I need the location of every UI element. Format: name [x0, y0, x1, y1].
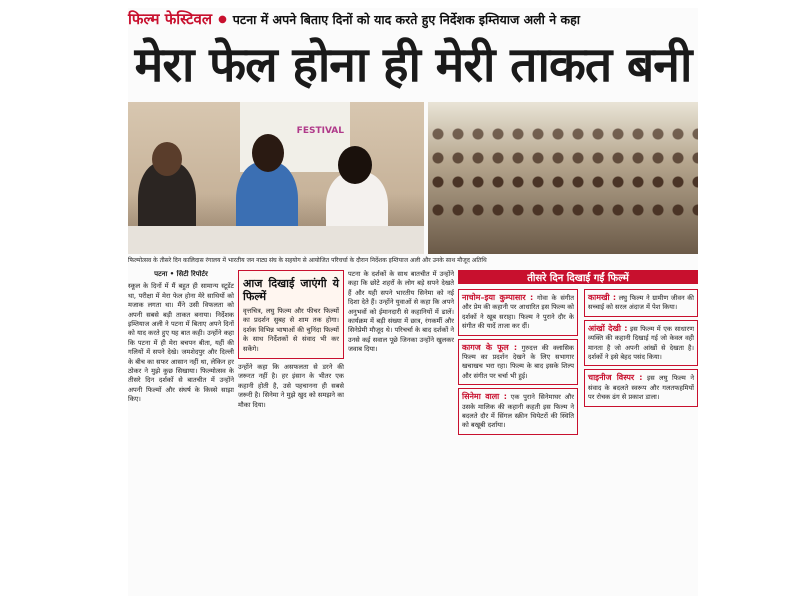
- crowd-row: [428, 174, 698, 198]
- films-band-title: तीसरे दिन दिखाई गईं फिल्में: [458, 270, 698, 284]
- film-entry: [584, 320, 698, 367]
- info-box: [238, 270, 344, 359]
- article-text: उन्होंने कहा कि असफलता से डरने की जरूरत नहीं है। हर इंसान के भीतर एक कहानी होती है, उसे पहचानना ही सबसे जरूरी है। सिनेमा ने मुझे खुद को समझने का मौका दिया।: [238, 363, 344, 409]
- box-title: आज दिखाई जाएंगी ये फिल्में: [243, 277, 339, 303]
- film-title: सिनेमा वाला :: [462, 392, 507, 402]
- table: [128, 226, 424, 254]
- person-head: [252, 134, 284, 172]
- film-entry: [458, 339, 578, 386]
- film-entry: [584, 369, 698, 406]
- headline: मेरा फेल होना ही मेरी ताकत बनी: [134, 36, 692, 93]
- newspaper-page: [128, 8, 698, 596]
- film-text: गोवा के संगीत और प्रेम की कहानी पर आधारित इस फिल्म को दर्शकों ने खूब सराहा। फिल्म ने पुराने दौर के संगीत की यादें ताजा कर दीं।: [462, 294, 574, 331]
- film-text: इस फिल्म में एक साधारण व्यक्ति की कहानी दिखाई गई जो केवल वही मानता है जो अपनी आंखों से देखता है। दर्शकों ने इसे बेहद पसंद किया।: [588, 324, 694, 362]
- crowd-row: [428, 150, 698, 174]
- film-text: एक पुराने सिनेमाघर और उसके मालिक की कहानी कहती इस फिल्म ने बदलते दौर में सिंगल स्क्रीन थियेटरों की स्थिति को बखूबी दर्शाया।: [462, 393, 574, 430]
- article-column-1: [128, 270, 234, 592]
- crowd-row: [428, 126, 698, 150]
- article-column-3: [348, 270, 454, 592]
- box-text: वृत्तचित्र, लघु फिल्म और फीचर फिल्मों का प्रदर्शन सुबह से शाम तक होगा। दर्शक विभिन्न भाषाओं की चुनिंदा फिल्मों के साथ निर्देशकों से संवाद भी कर सकेंगे।: [243, 307, 339, 353]
- photo-panel-discussion: [128, 102, 424, 254]
- person-head: [152, 142, 182, 176]
- kicker-line: [128, 8, 698, 30]
- films-column-2: [584, 286, 698, 592]
- film-title: कागज के फूल :: [462, 342, 518, 352]
- film-title: चाइनीज विस्पर :: [588, 373, 643, 383]
- film-title: कामखी :: [588, 293, 617, 302]
- photo-caption: फिल्मोत्सव के तीसरे दिन कालिदास रंगालय में भारतीय जन नाट्य संघ के सहयोग से आयोजित परिचर्चा के दौरान निर्देशक इम्तियाज अली और उनके साथ मौजूद अतिथि: [128, 257, 487, 264]
- article-text: पटना के दर्शकों के साथ बातचीत में उन्होंने कहा कि छोटे शहरों के लोग बड़े सपने देखते हैं और यही सपने भारतीय सिनेमा को नई दिशा देते हैं। उन्होंने युवाओं से कहा कि अपने अनुभवों को ईमानदारी से कहानियों में ढालें। कार्यक्रम में बड़ी संख्या में छात्र, रंगकर्मी और सिनेप्रेमी मौजूद थे। परिचर्चा के बाद दर्शकों ने उनसे कई सवाल पूछे जिनका उन्होंने खुलकर जवाब दिया।: [348, 270, 454, 354]
- crowd-row: [428, 202, 698, 226]
- film-entry: [458, 289, 578, 336]
- section-label: फिल्म फेस्टिवल: [128, 10, 213, 28]
- film-title: आंखों देखी :: [588, 323, 628, 333]
- article-text: स्कूल के दिनों में मैं बहुत ही सामान्य स्टूडेंट था, परीक्षा में मेरा फेल होना मेरे साथियों को मजाक लगता था। मैंने उसी विफलता को अपनी सबसे बड़ी ताकत बनाया। निर्देशक इम्तियाज अली ने पटना में बिताए अपने दिनों को याद करते हुए यह बात कही। उन्होंने कहा कि पटना में ही मेरा बचपन बीता, यहीं की गलियों में सपने देखे। जमशेदपुर और दिल्ली के बीच का सफर आसान नहीं था, लेकिन हर ठोकर ने मुझे कुछ सिखाया। फिल्मोत्सव के तीसरे दिन दर्शकों से बातचीत में उन्होंने अपनी फिल्मों और संघर्ष के किस्से साझा किए।: [128, 282, 234, 404]
- article-column-2: [238, 270, 344, 592]
- film-title: नाचोम–इया कुम्पासार :: [462, 293, 534, 302]
- person-head: [338, 146, 372, 184]
- film-entry: [584, 289, 698, 317]
- bullet-icon: ●: [218, 13, 227, 25]
- films-column-1: [458, 286, 578, 592]
- photo-audience: [428, 102, 698, 254]
- film-text: इस लघु फिल्म ने संवाद के बदलते स्वरूप और गलतफहमियों पर रोचक ढंग से प्रकाश डाला।: [588, 374, 694, 402]
- dateline: पटना • सिटी रिपोर्टर: [154, 270, 208, 278]
- kicker-subtitle: पटना में अपने बिताए दिनों को याद करते हुए निर्देशक इम्तियाज अली ने कहा: [232, 11, 580, 27]
- film-text: लघु फिल्म ने ग्रामीण जीवन की सच्चाई को सरल अंदाज में पेश किया।: [588, 294, 694, 312]
- festival-banner: FESTIVAL: [240, 102, 350, 172]
- film-text: गुरुदत्त की क्लासिक फिल्म का प्रदर्शन देखने के लिए सभागार खचाखच भरा रहा। फिल्म के बाद इसके शिल्प और संगीत पर चर्चा भी हुई।: [462, 343, 574, 380]
- film-entry: [458, 388, 578, 435]
